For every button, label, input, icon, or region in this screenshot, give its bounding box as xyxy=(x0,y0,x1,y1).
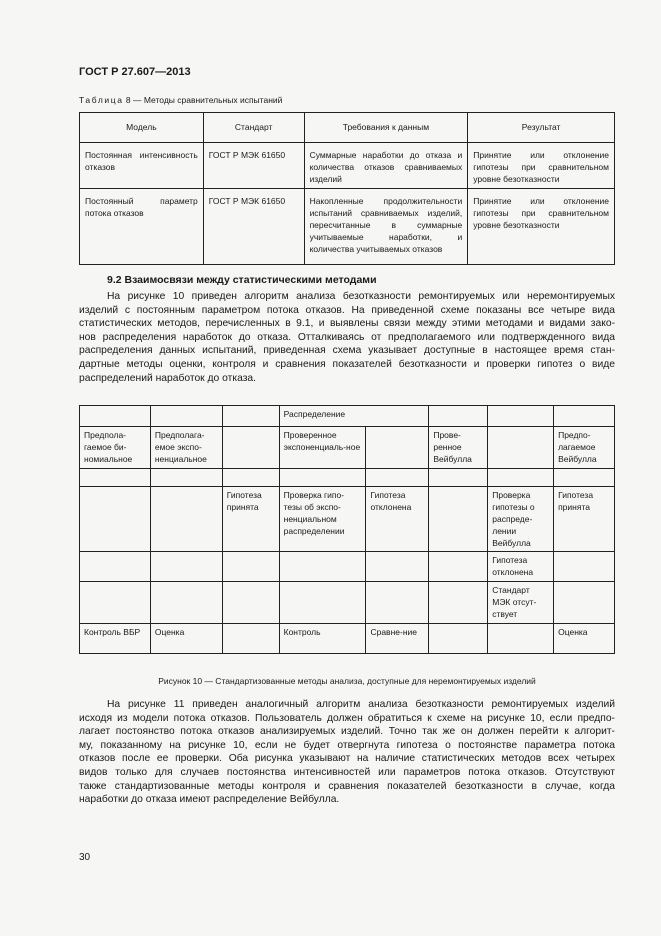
empty-cell xyxy=(222,624,279,654)
text-line: лагает постоянство потока отказов анализируемых изделий. Точно так же он должен перейти к алгорит- xyxy=(79,726,615,738)
table-cell: ГОСТ Р МЭК 61650 xyxy=(203,189,304,265)
empty-cell xyxy=(150,582,222,624)
table-cell: Принятие или отклонение гипотезы при сравнительном уровне безотказности xyxy=(468,189,615,265)
table-cell: Постоянная интенсивность отказов xyxy=(80,143,204,189)
empty-cell xyxy=(80,406,151,427)
comparative-tests-table xyxy=(79,112,615,265)
figure-10-scheme xyxy=(79,405,615,654)
weibull-checked-cell: Прове-ренное Вейбулла xyxy=(429,427,488,469)
empty-cell xyxy=(429,624,488,654)
empty-cell xyxy=(554,469,615,487)
hypothesis-rejected-cell: Гипотеза отклонена xyxy=(366,487,429,552)
text-line: наработки до отказа имеют распределение Вейбулла. xyxy=(79,794,340,806)
empty-cell xyxy=(150,406,222,427)
exponential-assumed-cell: Предполага-емое экспо-ненциальное xyxy=(150,427,222,469)
exponential-checked-cell: Проверенное экспоненциаль-ное xyxy=(279,427,366,469)
empty-cell xyxy=(366,582,429,624)
text-line: также стандартизованные методы контроля и сравнения показателей безотказности в случае, когда xyxy=(79,780,615,792)
table-cell: Принятие или отклонение гипотезы при сравнительном уровне безотказности xyxy=(468,143,615,189)
table-caption xyxy=(79,95,282,105)
text-line: отказов после ее проверки. Оба рисунка указывают на наличие статистических методов всех четырех xyxy=(79,753,615,765)
empty-cell xyxy=(429,552,488,582)
comparison-cell: Сравне-ние xyxy=(366,624,429,654)
empty-cell xyxy=(366,469,429,487)
empty-cell xyxy=(80,582,151,624)
paragraph-1 xyxy=(79,290,615,385)
header-model: Модель xyxy=(80,113,204,143)
text-line: На рисунке 10 приведен алгоритм анализа безотказности ремонтируемых или неремонтируемых xyxy=(107,291,615,302)
figure-row xyxy=(80,487,615,552)
empty-cell xyxy=(80,552,151,582)
figure-row xyxy=(80,427,615,469)
empty-cell xyxy=(150,469,222,487)
empty-cell xyxy=(222,469,279,487)
empty-cell xyxy=(488,624,554,654)
empty-cell xyxy=(554,552,615,582)
table-row xyxy=(80,143,615,189)
table-row xyxy=(80,189,615,265)
reliability-control-cell: Контроль ВБР xyxy=(80,624,151,654)
hypothesis-accepted-cell: Гипотеза принята xyxy=(222,487,279,552)
page-number: 30 xyxy=(79,852,91,863)
header-requirements: Требования к данным xyxy=(304,113,468,143)
empty-cell xyxy=(429,582,488,624)
hypothesis-rejected-cell: Гипотеза отклонена xyxy=(488,552,554,582)
paragraph-2 xyxy=(79,698,615,807)
empty-cell xyxy=(222,582,279,624)
exponential-test-cell: Проверка гипо-тезы об экспо-ненциальном распределении xyxy=(279,487,366,552)
table-cell: ГОСТ Р МЭК 61650 xyxy=(203,143,304,189)
table-cell: Суммарные наработки до отказа и количества отказов сравниваемых изделий xyxy=(304,143,468,189)
empty-cell xyxy=(488,427,554,469)
estimation-cell: Оценка xyxy=(554,624,615,654)
figure-row xyxy=(80,624,615,654)
weibull-assumed-cell: Предпо-лагаемое Вейбулла xyxy=(554,427,615,469)
header-result: Результат xyxy=(468,113,615,143)
empty-cell xyxy=(279,552,366,582)
empty-cell xyxy=(279,582,366,624)
text-line: статистических методов, перечисленных в 9.1, и выявлены связи между этими методами и видами зако- xyxy=(79,318,615,330)
empty-cell xyxy=(150,552,222,582)
estimation-cell: Оценка xyxy=(150,624,222,654)
figure-row xyxy=(80,552,615,582)
document-header: ГОСТ Р 27.607—2013 xyxy=(79,66,191,78)
text-line: дартные методы оценки, контроля и сравнения показателей безотказности и проверки гипотез о виде xyxy=(79,358,615,370)
figure-row xyxy=(80,582,615,624)
text-line: распределения данных испытаний, приведенная схема указывает доступные в настоящее время стан- xyxy=(79,345,615,357)
header-standard: Стандарт xyxy=(203,113,304,143)
empty-cell xyxy=(488,406,554,427)
empty-cell xyxy=(222,406,279,427)
section-title: 9.2 Взаимосвязи между статистическими методами xyxy=(107,274,377,286)
table-cell: Накопленные продолжительности испытаний сравниваемых изделий, пересчитанные в суммарные учитываемые наработки, и количества учитываемых отказов xyxy=(304,189,468,265)
table-cell: Постоянный параметр потока отказов xyxy=(80,189,204,265)
text-line: нов распределения наработок до отказа. Отталкиваясь от предполагаемого или подтвержденного вида xyxy=(79,331,615,343)
empty-cell xyxy=(429,406,488,427)
empty-cell xyxy=(554,406,615,427)
distribution-label: Распределение xyxy=(279,406,429,427)
empty-cell xyxy=(366,427,429,469)
table-caption-prefix: Таблица xyxy=(79,95,124,105)
text-line: исходя из модели потока отказов. Пользователь должен обратиться к схеме на рисунке 10, если предпо- xyxy=(79,712,615,724)
empty-cell xyxy=(366,552,429,582)
empty-cell xyxy=(429,469,488,487)
figure-row xyxy=(80,406,615,427)
no-standard-cell: Стандарт МЭК отсут-ствует xyxy=(488,582,554,624)
text-line: му, показанному на рисунке 10, если не будет отвергнута гипотеза о постоянстве параметра потока xyxy=(79,739,615,751)
figure-caption: Рисунок 10 — Стандартизованные методы анализа, доступные для неремонтируемых изделий xyxy=(158,676,536,686)
binomial-assumed-cell: Предпола-гаемое би-номиальное xyxy=(80,427,151,469)
empty-cell xyxy=(429,487,488,552)
hypothesis-accepted-cell: Гипотеза принята xyxy=(554,487,615,552)
empty-cell xyxy=(80,487,151,552)
figure-row xyxy=(80,469,615,487)
text-line: видов только для случаев постоянства интенсивностей или параметров потока отказов. Отсутствуют xyxy=(79,766,615,778)
empty-cell xyxy=(222,552,279,582)
text-line: На рисунке 11 приведен аналогичный алгоритм анализа безотказности ремонтируемых изделий xyxy=(107,699,615,710)
empty-cell xyxy=(279,469,366,487)
empty-cell xyxy=(222,427,279,469)
text-line: изделий с постоянным параметром потока отказов. На приведенной схеме показаны все четыре вида xyxy=(79,304,615,316)
weibull-test-cell: Проверка гипотезы о распреде-лении Вейбулла xyxy=(488,487,554,552)
table-caption-text: 8 — Методы сравнительных испытаний xyxy=(125,95,283,105)
control-cell: Контроль xyxy=(279,624,366,654)
empty-cell xyxy=(554,582,615,624)
empty-cell xyxy=(488,469,554,487)
table-header-row xyxy=(80,113,615,143)
empty-cell xyxy=(150,487,222,552)
empty-cell xyxy=(80,469,151,487)
text-line: распределений наработок до отказа. xyxy=(79,372,257,384)
